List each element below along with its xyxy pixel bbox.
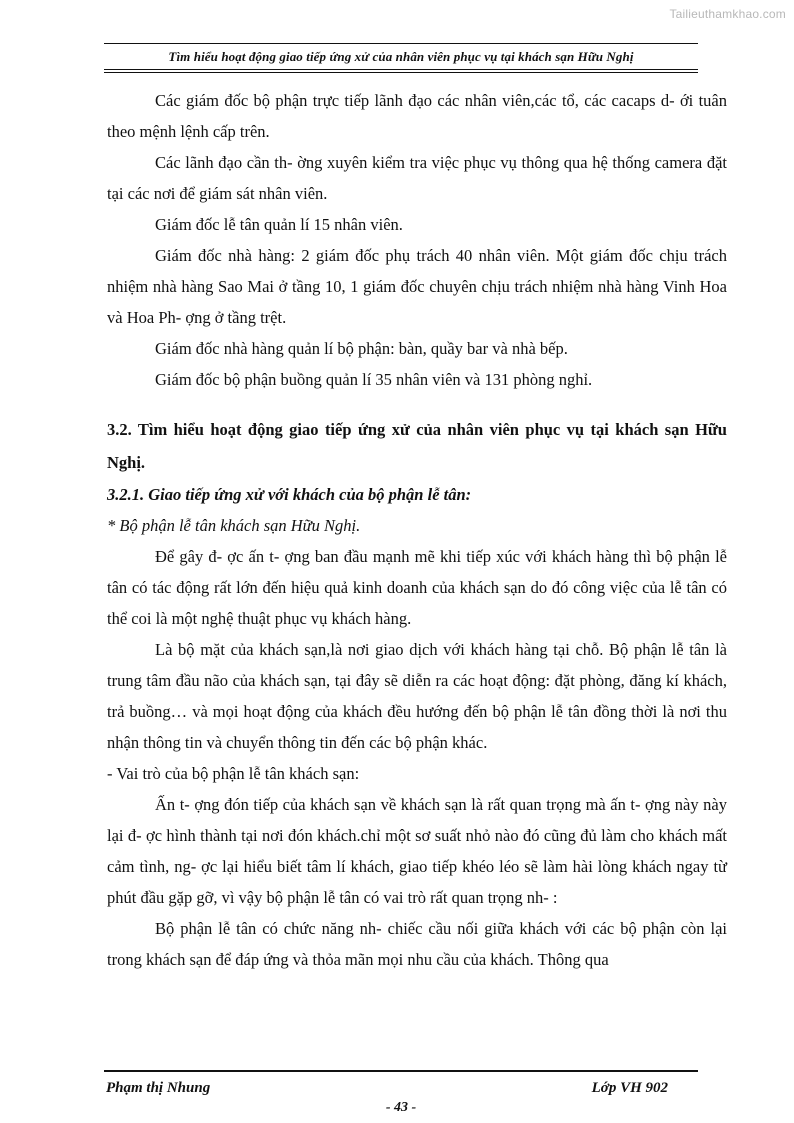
running-footer — [104, 1070, 698, 1120]
running-header — [104, 43, 698, 71]
paragraph: Giám đốc nhà hàng: 2 giám đốc phụ trách 40 nhân viên. Một giám đốc chịu trách nhiệm nhà hàng Sao Mai ở tầng 10, 1 giám đốc chuyên chịu trách nhiệm nhà hàng Vinh Hoa và Hoa Ph- ợng ở tầng trệt. — [107, 246, 727, 327]
footer-author: Phạm thị Nhung — [106, 1080, 211, 1096]
paragraph: Giám đốc nhà hàng quản lí bộ phận: bàn, quầy bar và nhà bếp. — [155, 339, 568, 358]
paragraph: - Vai trò của bộ phận lễ tân khách sạn: — [107, 764, 360, 783]
header-rule-top — [104, 43, 698, 44]
paragraph: Ấn t- ợng đón tiếp của khách sạn về khách sạn là rất quan trọng mà ấn t- ợng này này lại đ- ợc hình thành tại nơi đón khách.chỉ một sơ suất nhỏ nào đó cũng đủ làm cho khách mất cảm tình, ng- ợc lại hiểu biết tâm lí khách, giao tiếp khéo léo sẽ làm hài lòng khách ngay từ phút đầu gặp gỡ, vì vậy bộ phận lễ tân có vai trò rất quan trọng nh- : — [107, 795, 727, 907]
paragraph: Giám đốc bộ phận buồng quản lí 35 nhân viên và 131 phòng nghỉ. — [155, 370, 593, 389]
header-rule-bottom-second — [104, 72, 698, 73]
paragraph: Bộ phận lễ tân có chức năng nh- chiếc cầu nối giữa khách với các bộ phận còn lại trong khách sạn để đáp ứng và thỏa mãn mọi nhu cầu của khách. Thông qua — [107, 919, 727, 969]
watermark: Tailieuthamkhao.com — [669, 7, 786, 21]
paragraph: Để gây đ- ợc ấn t- ợng ban đầu mạnh mẽ khi tiếp xúc với khách hàng thì bộ phận lễ tân có tác động rất lớn đến hiệu quả kinh doanh của khách sạn do đó công việc của lễ tân có thể coi là một nghệ thuật phục vụ khách hàng. — [107, 547, 727, 628]
header-rule-bottom — [104, 69, 698, 70]
paragraph: Các lãnh đạo cần th- ờng xuyên kiểm tra việc phục vụ thông qua hệ thống camera đặt tại các nơi để giám sát nhân viên. — [107, 153, 727, 203]
section-heading: 3.2. Tìm hiểu hoạt động giao tiếp ứng xử của nhân viên phục vụ tại khách sạn Hữu Nghị. — [107, 420, 727, 472]
footer-class: Lớp VH 902 — [591, 1080, 668, 1096]
page-number: - 43 - — [385, 1100, 417, 1115]
paragraph: Là bộ mặt của khách sạn,là nơi giao dịch với khách hàng tại chỗ. Bộ phận lễ tân là trung tâm đầu não của khách sạn, tại đây sẽ diễn ra các hoạt động: đặt phòng, đăng kí khách, trả buồng… và mọi hoạt động của khách đều hướng đến bộ phận lễ tân đồng thời là nơi thu nhận thông tin và chuyển thông tin đến các bộ phận khác. — [107, 640, 727, 752]
footer-rule — [104, 1070, 698, 1072]
italic-subheading: * Bộ phận lễ tân khách sạn Hữu Nghị. — [107, 516, 361, 535]
paragraph: Các giám đốc bộ phận trực tiếp lãnh đạo các nhân viên,các tổ, các cacaps d- ới tuân theo mệnh lệnh cấp trên. — [107, 91, 727, 141]
subsection-heading: 3.2.1. Giao tiếp ứng xử với khách của bộ phận lễ tân: — [107, 485, 472, 504]
header-title: Tìm hiểu hoạt động giao tiếp ứng xử của nhân viên phục vụ tại khách sạn Hữu Nghị — [168, 49, 634, 64]
document-body — [107, 85, 727, 975]
paragraph: Giám đốc lễ tân quản lí 15 nhân viên. — [155, 215, 403, 234]
